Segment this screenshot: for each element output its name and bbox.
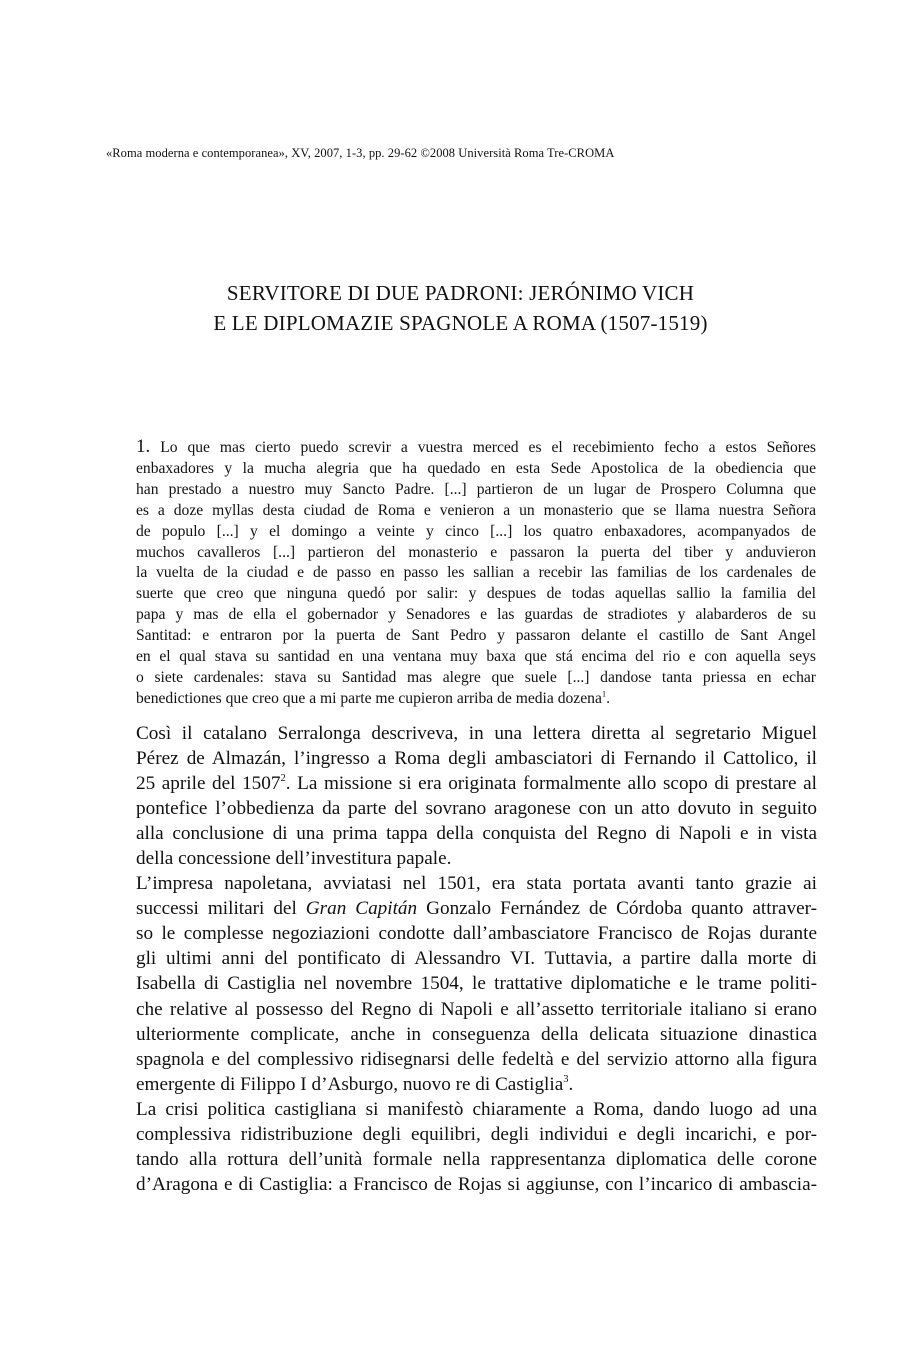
body-line: alla conclusione di una prima tappa della conquista del Regno di Napoli e in vista <box>136 823 817 845</box>
body-line: La crisi politica castigliana si manifestò chiaramente a Roma, dando luogo ad una <box>136 1098 817 1120</box>
body-line: gli ultimi anni del pontificato di Alessandro VI. Tuttavia, a partire dalla morte di <box>136 948 817 970</box>
footnote-reference[interactable]: 1 <box>601 688 607 699</box>
body-line: d’Aragona e di Castiglia: a Francisco de Rojas si aggiunse, con l’incarico di ambascia- <box>136 1173 817 1195</box>
body-line: Così il catalano Serralonga descriveva, in una lettera diretta al segretario Miguel <box>136 723 817 744</box>
body-paragraph-2 <box>106 871 817 1096</box>
block-quote <box>136 437 816 710</box>
body-line: Pérez de Almazán, l’ingresso a Roma degli ambasciatori di Fernando il Cattolico, il <box>136 748 817 770</box>
body-paragraph-3 <box>106 1097 817 1197</box>
body-line: pontefice l’obbedienza da parte del sovrano aragonese con un atto dovuto in seguito <box>136 798 817 820</box>
body-line: spagnola e del complessivo ridisegnarsi delle fedeltà e del servizio attorno alla figura <box>136 1048 817 1070</box>
quote-line: enbaxadores y la mucha alegria que ha quedado en esta Sede Apostolica de la obediencia que <box>136 459 816 477</box>
body-line: L’impresa napoletana, avviatasi nel 1501, era stata portata avanti tanto grazie ai <box>136 873 817 895</box>
body-line: emergente di Filippo I d’Asburgo, nuovo re di Castiglia$^3$. <box>136 1073 574 1095</box>
quote-line: muchos cavalleros [...] partieron del monasterio e passaron la puerta del tiber y anduvieron <box>136 543 816 561</box>
quote-line: es a doze myllas desta ciudad de Roma e venieron a un monasterio que se llama nuestra Señora <box>136 501 816 519</box>
body-line: Isabella di Castiglia nel novembre 1504, le trattative diplomatiche e le trame politi- <box>136 973 817 995</box>
italic-term: Gran Capitán <box>305 898 418 920</box>
body-line: successi militari del Gran Capitán Gonzalo Fernández de Córdoba quanto attraver- <box>136 898 817 920</box>
footnote-reference[interactable]: 2 <box>280 773 286 785</box>
body-line: della concessione dell’investitura papale. <box>136 848 452 870</box>
body-line: 25 aprile del 1507$^2$. La missione si era originata formalmente allo scopo di prestare al <box>136 773 817 795</box>
quote-line: papa y mas de ella el gobernador y Senadores e las guardas de stradiotes y alabarderos de su <box>136 606 816 624</box>
quote-line: la vuelta de la ciudad e de passo en passo les sallian a recebir las familias de los cardenales de <box>136 564 816 582</box>
body-line: tando alla rottura dell’unità formale nella rappresentanza diplomatica delle corone <box>136 1148 817 1170</box>
article-title <box>0 278 921 338</box>
body-line: ulteriormente complicate, anche in conseguenza della delicata situazione dinastica <box>136 1023 817 1045</box>
journal-citation-header: «Roma moderna e contemporanea», XV, 2007, 1-3, pp. 29-62 ©2008 Università Roma Tre-CROMA <box>106 146 615 160</box>
body-line: complessiva ridistribuzione degli equilibri, degli individui e degli incarichi, e por- <box>136 1123 817 1145</box>
quote-line: 1. Lo que mas cierto puedo screvir a vuestra merced es el recebimiento fecho a estos Señores <box>136 436 816 457</box>
body-paragraph-1 <box>106 721 817 871</box>
article-title-line-2: E LE DIPLOMAZIE SPAGNOLE A ROMA (1507-1519) <box>213 311 708 335</box>
quote-line: o siete cardenales: stava su Santidad mas alegre que suele [...] dandose tanta priessa en echar <box>136 668 816 686</box>
quote-line: de populo [...] y el domingo a veinte y cinco [...] los quatro enbaxadores, acompanyados de <box>136 522 816 540</box>
quote-line: Santitad: e entraron por la puerta de Sant Pedro y passaron delante el castillo de Sant Angel <box>136 627 816 645</box>
quote-line: benedictiones que creo que a mi parte me cupieron arriba de media dozena$^1$. <box>136 688 611 707</box>
quote-line: suerte que creo que ninguna quedó por salir: y despues de todas aquellas sallio la familia del <box>136 585 816 603</box>
quote-line: en el qual stava su santidad en una ventana muy baxa que stá encima del rio e con aquella seys <box>136 648 816 666</box>
quote-line: han prestado a nuestro muy Sancto Padre. [...] partieron de un lugar de Prospero Columna que <box>136 480 816 498</box>
body-line: so le complesse negoziazioni condotte dall’ambasciatore Francisco de Rojas durante <box>136 923 817 945</box>
article-title-line-1: SERVITORE DI DUE PADRONI: JERÓNIMO VICH <box>226 281 695 305</box>
footnote-reference[interactable]: 3 <box>563 1073 569 1085</box>
body-line: che relative al possesso del Regno di Napoli e all’assetto territoriale italiano si erano <box>136 998 817 1020</box>
footnote-number: 1. <box>136 436 151 457</box>
article-body <box>106 721 817 1197</box>
